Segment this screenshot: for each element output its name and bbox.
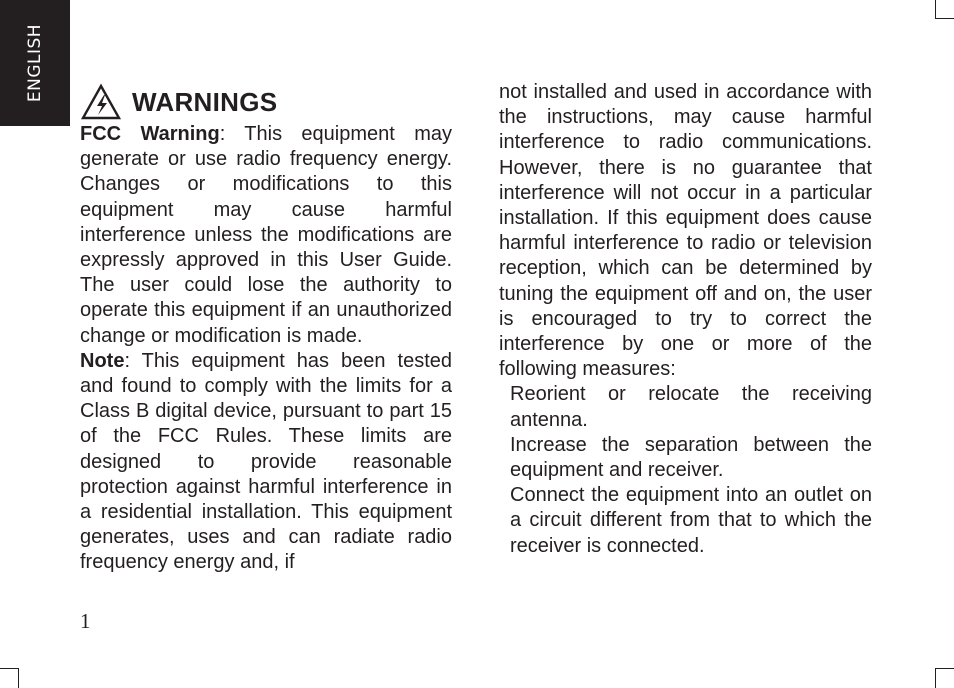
crop-mark-bottom-left-horizontal: [0, 668, 18, 669]
warnings-heading: [80, 82, 277, 122]
measure-item: Reorient or relocate the receiving antenna.: [510, 383, 872, 431]
continuation-paragraph: not installed and used in accordance with the instructions, may cause harmful interference to radio communications. However, there is no guarantee that interference will not occur in a particular installation. If this equipment does cause harmful interference to radio or television reception, which can be determined by tuning the equipment off and on, the user is encouraged to try to correct the interference by one or more of the following measures:: [499, 81, 872, 381]
crop-mark-bottom-right-vertical: [935, 668, 936, 688]
page-number: 1: [80, 609, 91, 633]
warnings-title: WARNINGS: [132, 86, 278, 117]
right-column: [499, 80, 872, 559]
note-text: : This equipment has been tested and found to comply with the limits for a Class B digital device, pursuant to part 15 of the FCC Rules. These limits are designed to provide reasonable protection against harmful interference in a residential installation. This equipment generates, uses and can radiate radio frequency energy and, if: [80, 349, 452, 574]
crop-mark-top-right-vertical: [935, 0, 936, 18]
language-label: ENGLISH: [25, 23, 45, 103]
measure-item: Increase the separation between the equipment and receiver.: [510, 433, 872, 482]
fcc-warning-label: FCC Warning: [80, 123, 220, 145]
crop-mark-bottom-left-vertical: [18, 668, 19, 688]
fcc-warning-text: : This equipment may generate or use radio frequency energy. Changes or modifications to this equipment may cause harmful interference unless the modifications are expressly approved in this User Guide. The user could lose the authority to operate this equipment if an unauthorized change or modification is made.: [80, 123, 452, 347]
crop-mark-bottom-right-horizontal: [935, 668, 954, 669]
crop-mark-top-right-horizontal: [935, 18, 954, 19]
fcc-warning-paragraph: [80, 122, 452, 349]
warning-triangle-icon: [80, 83, 122, 121]
measure-item: Connect the equipment into an outlet on a circuit different from that to which the receiver is connected.: [510, 484, 872, 557]
language-tab: [0, 0, 70, 126]
note-label: Note: [80, 349, 125, 372]
left-column: [80, 122, 452, 576]
note-paragraph: [80, 349, 452, 576]
